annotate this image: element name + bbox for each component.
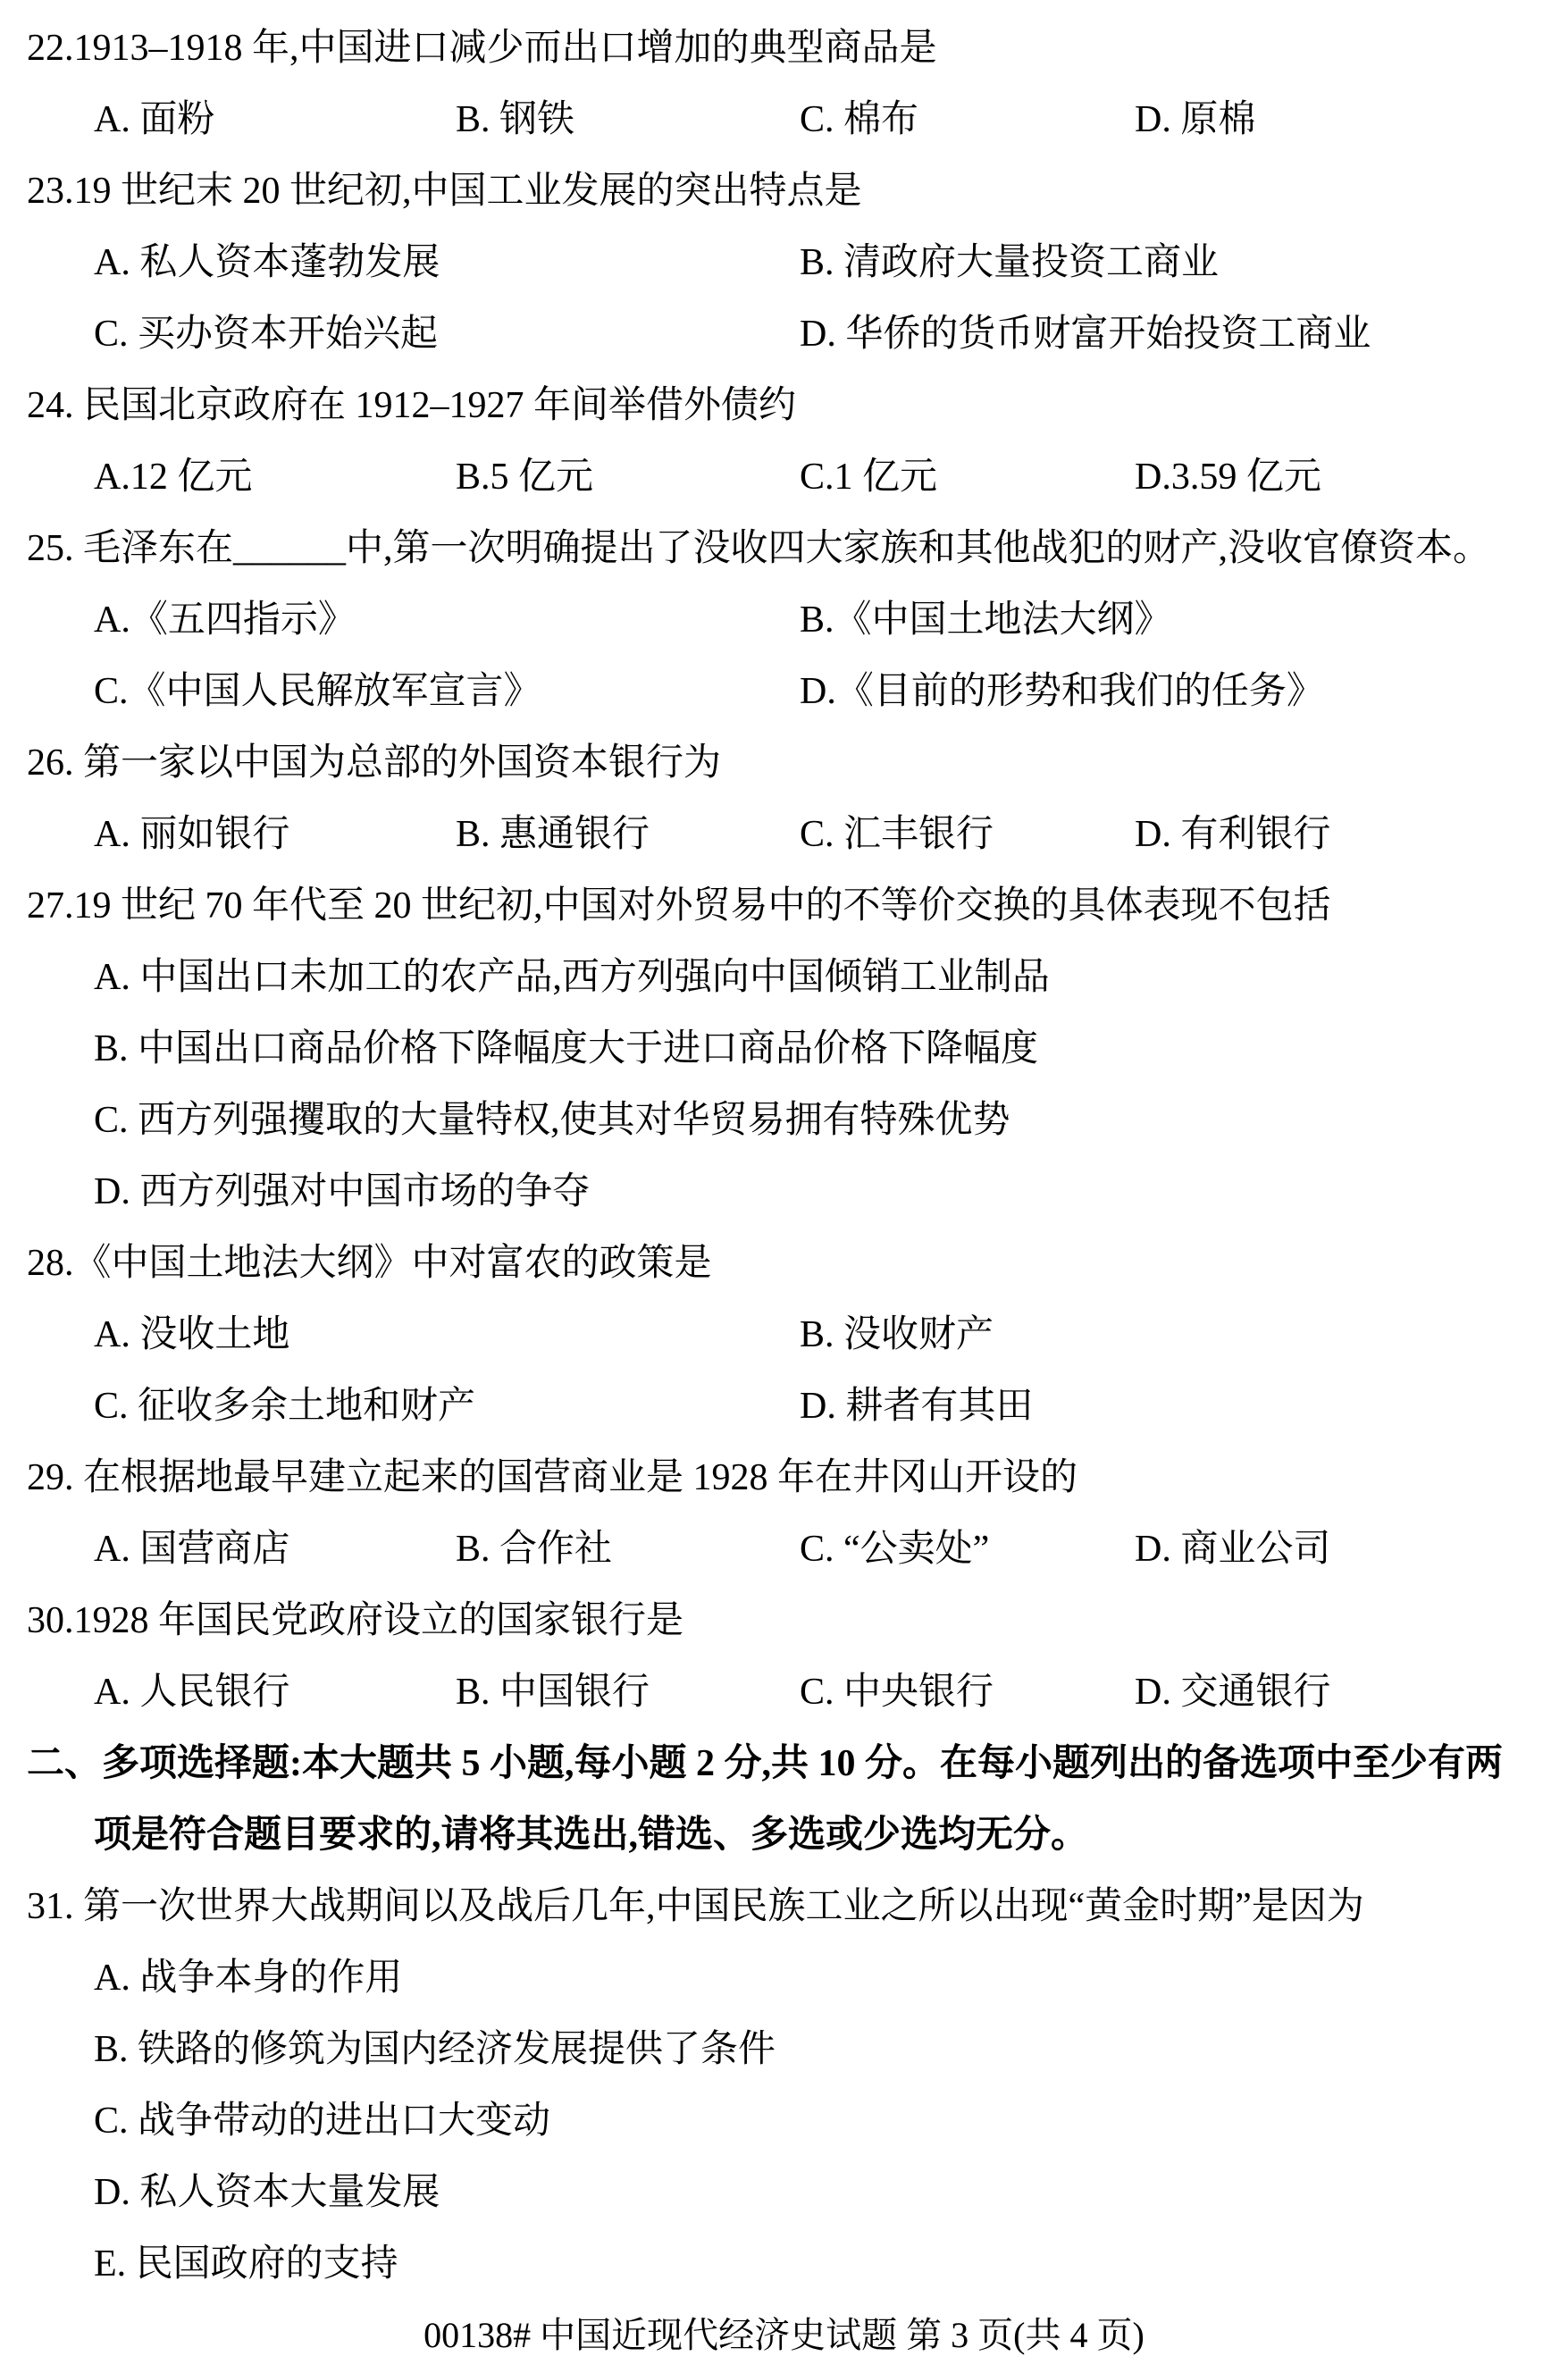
question-27-option-row (0, 1085, 1568, 1156)
question-31 (0, 1871, 1568, 2300)
question-25 (0, 513, 1568, 727)
question-30-option-A: A. 人民银行 (94, 1672, 290, 1713)
question-26-stem: 26. 第一家以中国为总部的外国资本银行为 (27, 742, 722, 784)
question-23 (0, 155, 1568, 370)
question-25-option-A: A.《五四指示》 (94, 600, 356, 641)
question-27-option-row (0, 942, 1568, 1013)
question-24 (0, 370, 1568, 513)
question-27 (0, 870, 1568, 1228)
question-25-option-B: B.《中国土地法大纲》 (800, 600, 1172, 641)
question-25-option-row (0, 656, 1568, 727)
question-23-option-row (0, 298, 1568, 370)
question-27-option-row (0, 1013, 1568, 1085)
page-footer: 00138# 中国近现代经济史试题 第 3 页(共 4 页) (423, 2315, 1145, 2355)
question-28-option-D: D. 耕者有其田 (800, 1386, 1034, 1427)
question-24-option-A: A.12 亿元 (94, 457, 253, 498)
question-26-option-A: A. 丽如银行 (94, 814, 290, 855)
question-26-option-row (0, 799, 1568, 870)
question-27-option-row (0, 1156, 1568, 1228)
question-31-option-row (0, 1942, 1568, 2014)
question-22 (0, 13, 1568, 155)
question-31-option-A: A. 战争本身的作用 (94, 1958, 403, 1999)
question-23-option-A: A. 私人资本蓬勃发展 (94, 242, 440, 283)
question-29-option-C: C. “公卖处” (800, 1529, 990, 1570)
question-31-stem: 31. 第一次世界大战期间以及战后几年,中国民族工业之所以出现“黄金时期”是因为 (27, 1886, 1364, 1927)
question-26-option-C: C. 汇丰银行 (800, 814, 994, 855)
question-23-option-C: C. 买办资本开始兴起 (94, 314, 439, 355)
question-31-option-row (0, 2085, 1568, 2157)
question-31-option-D: D. 私人资本大量发展 (94, 2172, 440, 2213)
question-28 (0, 1228, 1568, 1442)
question-28-option-C: C. 征收多余土地和财产 (94, 1386, 476, 1427)
question-27-stem: 27.19 世纪 70 年代至 20 世纪初,中国对外贸易中的不等价交换的具体表现不包括 (27, 885, 1331, 927)
question-22-option-row (0, 84, 1568, 155)
question-30-option-row (0, 1656, 1568, 1728)
section-heading-line1: 二、多项选择题:本大题共 5 小题,每小题 2 分,共 10 分。在每小题列出的备选项中至少有两 (27, 1743, 1503, 1784)
question-22-option-C: C. 棉布 (800, 99, 919, 140)
question-29-option-row (0, 1514, 1568, 1585)
question-22-stem: 22.1913–1918 年,中国进口减少而出口增加的典型商品是 (27, 28, 937, 69)
question-28-option-A: A. 没收土地 (94, 1314, 290, 1355)
question-29-option-D: D. 商业公司 (1135, 1529, 1331, 1570)
question-24-option-row (0, 441, 1568, 513)
question-24-option-C: C.1 亿元 (800, 457, 938, 498)
question-26-option-B: B. 惠通银行 (456, 814, 650, 855)
question-22-option-D: D. 原棉 (1135, 99, 1256, 140)
multi-choice-questions (0, 1871, 1568, 2300)
question-23-stem: 23.19 世纪末 20 世纪初,中国工业发展的突出特点是 (27, 171, 862, 212)
question-31-option-C: C. 战争带动的进出口大变动 (94, 2100, 551, 2142)
single-choice-questions (0, 13, 1568, 1728)
question-30-option-B: B. 中国银行 (456, 1672, 650, 1713)
question-28-option-B: B. 没收财产 (800, 1314, 994, 1355)
question-26 (0, 727, 1568, 870)
question-22-option-A: A. 面粉 (94, 99, 215, 140)
question-25-option-row (0, 584, 1568, 656)
question-30-stem: 30.1928 年国民党政府设立的国家银行是 (27, 1600, 684, 1641)
question-29 (0, 1442, 1568, 1585)
question-25-option-D: D.《目前的形势和我们的任务》 (800, 671, 1324, 712)
question-31-option-B: B. 铁路的修筑为国内经济发展提供了条件 (94, 2029, 776, 2070)
question-23-option-D: D. 华侨的货币财富开始投资工商业 (800, 314, 1371, 355)
question-27-option-A: A. 中国出口未加工的农产品,西方列强向中国倾销工业制品 (94, 957, 1050, 998)
question-24-option-D: D.3.59 亿元 (1135, 457, 1321, 498)
question-26-option-D: D. 有利银行 (1135, 814, 1331, 855)
question-31-option-row (0, 2014, 1568, 2085)
question-29-option-B: B. 合作社 (456, 1529, 613, 1570)
question-29-stem: 29. 在根据地最早建立起来的国营商业是 1928 年在井冈山开设的 (27, 1457, 1078, 1498)
question-22-option-B: B. 钢铁 (456, 99, 575, 140)
question-27-option-D: D. 西方列强对中国市场的争夺 (94, 1171, 591, 1212)
question-25-option-C: C.《中国人民解放军宣言》 (94, 671, 541, 712)
question-29-option-A: A. 国营商店 (94, 1529, 290, 1570)
question-30 (0, 1585, 1568, 1728)
question-24-option-B: B.5 亿元 (456, 457, 594, 498)
question-30-option-D: D. 交通银行 (1135, 1672, 1331, 1713)
question-23-option-row (0, 227, 1568, 298)
question-28-option-row (0, 1299, 1568, 1371)
question-31-option-E: E. 民国政府的支持 (94, 2243, 398, 2285)
question-28-option-row (0, 1371, 1568, 1442)
question-31-option-row (0, 2157, 1568, 2228)
question-28-stem: 28.《中国土地法大纲》中对富农的政策是 (27, 1243, 712, 1284)
question-25-stem: 25. 毛泽东在______中,第一次明确提出了没收四大家族和其他战犯的财产,没收官僚资本。 (27, 528, 1491, 569)
section-heading-line2: 项是符合题目要求的,请将其选出,错选、多选或少选均无分。 (94, 1815, 1089, 1856)
multi-choice-section-heading (0, 1728, 1568, 1871)
question-23-option-B: B. 清政府大量投资工商业 (800, 242, 1220, 283)
question-27-option-C: C. 西方列强攫取的大量特权,使其对华贸易拥有特殊优势 (94, 1100, 1010, 1141)
question-24-stem: 24. 民国北京政府在 1912–1927 年间举借外债约 (27, 385, 797, 426)
question-30-option-C: C. 中央银行 (800, 1672, 994, 1713)
question-31-option-row (0, 2228, 1568, 2300)
question-27-option-B: B. 中国出口商品价格下降幅度大于进口商品价格下降幅度 (94, 1028, 1039, 1069)
